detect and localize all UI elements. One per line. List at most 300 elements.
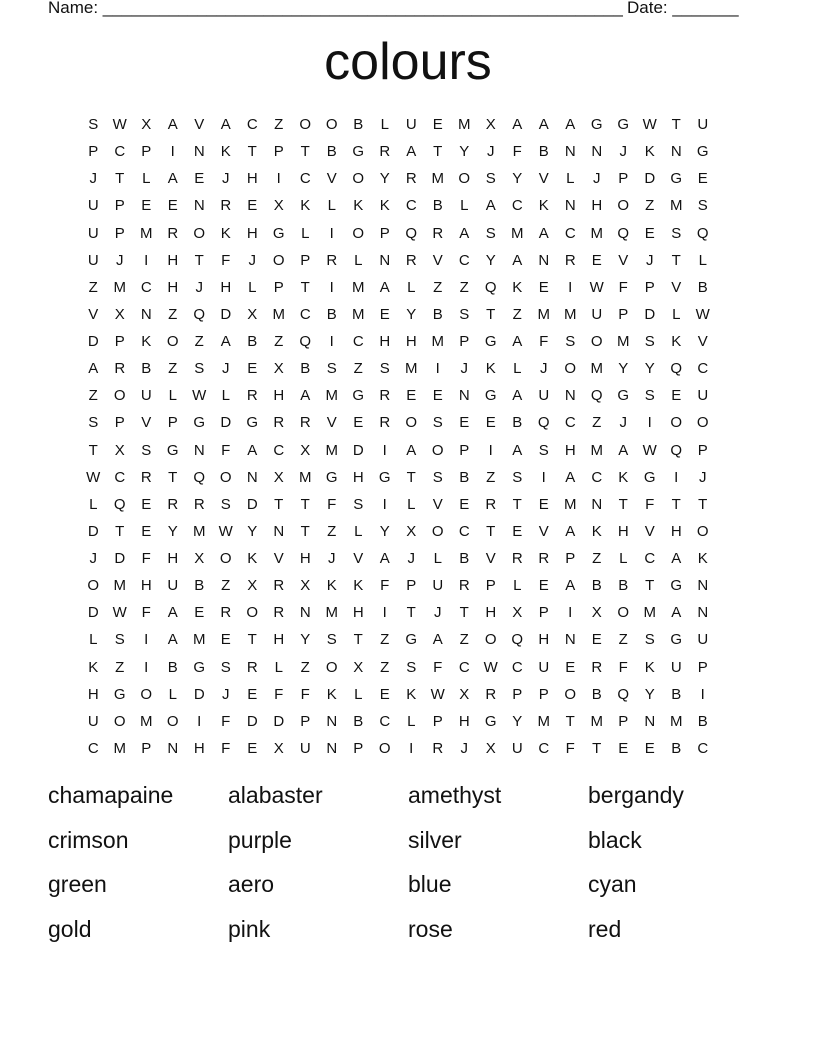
- grid-letter: R: [432, 224, 444, 242]
- grid-letter: M: [352, 305, 365, 323]
- grid-letter: R: [379, 414, 391, 432]
- grid-letter: E: [512, 522, 523, 540]
- grid-letter: H: [591, 197, 603, 215]
- grid-letter: O: [484, 631, 497, 649]
- grid-letter: I: [144, 658, 149, 676]
- grid-letter: F: [221, 739, 231, 757]
- grid-letter: K: [353, 577, 364, 595]
- grid-letter: X: [273, 468, 284, 486]
- grid-letter: A: [565, 577, 576, 595]
- grid-letter: Y: [644, 360, 655, 378]
- grid-letter: S: [88, 116, 99, 133]
- grid-letter: P: [459, 333, 470, 350]
- grid-letter: S: [353, 495, 364, 513]
- grid-letter: P: [300, 712, 311, 730]
- grid-letter: X: [300, 441, 311, 459]
- grid-letter: G: [670, 577, 683, 595]
- grid-letter: U: [140, 387, 152, 405]
- grid-letter: W: [642, 116, 657, 133]
- grid-letter: R: [485, 685, 497, 703]
- grid-letter: C: [273, 441, 285, 459]
- grid-letter: B: [697, 278, 708, 296]
- grid-letter: S: [512, 468, 523, 486]
- word-list-item: alabaster: [228, 782, 323, 808]
- grid-letter: B: [432, 197, 443, 215]
- grid-letter: O: [431, 441, 444, 459]
- grid-letter: I: [674, 468, 679, 486]
- grid-letter: Q: [617, 685, 630, 703]
- grid-letter: Y: [247, 522, 258, 540]
- grid-letter: S: [406, 658, 417, 676]
- grid-letter: X: [406, 522, 417, 540]
- grid-letter: O: [166, 712, 179, 730]
- grid-letter: M: [670, 712, 683, 730]
- grid-letter: E: [194, 604, 205, 622]
- grid-letter: G: [166, 441, 179, 459]
- grid-row: [80, 138, 716, 165]
- grid-letter: L: [89, 495, 98, 513]
- grid-letter: E: [644, 739, 655, 757]
- grid-letter: J: [699, 468, 707, 486]
- grid-letter: L: [672, 305, 681, 323]
- grid-row: [80, 355, 716, 382]
- grid-letter: S: [459, 305, 470, 323]
- grid-letter: G: [405, 631, 418, 649]
- grid-letter: N: [326, 712, 338, 730]
- grid-letter: O: [219, 550, 232, 567]
- grid-letter: G: [352, 387, 365, 405]
- grid-letter: K: [300, 197, 311, 215]
- grid-letter: G: [272, 224, 285, 242]
- grid-letter: T: [247, 631, 257, 649]
- grid-letter: H: [87, 685, 99, 703]
- grid-letter: O: [113, 712, 126, 730]
- grid-letter: K: [671, 333, 682, 350]
- grid-letter: H: [538, 631, 550, 649]
- grid-letter: S: [432, 468, 443, 486]
- grid-letter: B: [326, 305, 337, 323]
- grid-letter: S: [671, 224, 682, 242]
- grid-letter: Q: [617, 224, 630, 242]
- grid-letter: R: [167, 224, 179, 242]
- grid-letter: E: [247, 197, 258, 215]
- grid-letter: N: [591, 495, 603, 513]
- grid-letter: U: [87, 712, 99, 730]
- word-list-item: rose: [408, 915, 453, 942]
- grid-letter: B: [459, 468, 470, 486]
- grid-letter: F: [539, 333, 549, 350]
- grid-letter: J: [89, 550, 97, 567]
- grid-letter: N: [591, 143, 603, 161]
- grid-letter: I: [541, 468, 546, 486]
- grid-row: [80, 599, 716, 626]
- grid-letter: F: [565, 739, 575, 757]
- grid-letter: Y: [485, 251, 496, 269]
- grid-letter: P: [406, 577, 417, 595]
- grid-row: [80, 491, 716, 518]
- grid-letter: M: [299, 468, 312, 486]
- grid-letter: I: [276, 170, 281, 188]
- grid-letter: S: [644, 333, 655, 350]
- grid-letter: R: [432, 739, 444, 757]
- grid-letter: E: [618, 739, 629, 757]
- grid-letter: U: [432, 577, 444, 595]
- grid-letter: D: [220, 305, 232, 323]
- grid-letter: R: [538, 550, 550, 567]
- grid-letter: O: [590, 333, 603, 350]
- grid-letter: F: [221, 441, 231, 459]
- grid-letter: P: [114, 333, 125, 350]
- grid-letter: R: [485, 495, 497, 513]
- grid-letter: T: [300, 522, 310, 540]
- grid-row: [80, 382, 716, 409]
- grid-row: [80, 274, 716, 301]
- grid-letter: I: [409, 739, 414, 757]
- word-list-item: gold: [48, 915, 92, 942]
- grid-letter: H: [670, 522, 682, 540]
- grid-letter: Q: [193, 305, 206, 323]
- grid-letter: H: [167, 278, 179, 296]
- grid-letter: P: [273, 143, 284, 161]
- grid-letter: M: [113, 739, 126, 757]
- grid-letter: N: [167, 739, 179, 757]
- grid-letter: B: [697, 712, 708, 730]
- grid-letter: Q: [193, 468, 206, 486]
- grid-letter: S: [326, 360, 337, 378]
- grid-letter: Z: [327, 522, 337, 540]
- grid-letter: V: [432, 495, 443, 513]
- grid-letter: H: [352, 468, 364, 486]
- grid-letter: R: [220, 197, 232, 215]
- grid-letter: L: [168, 685, 177, 703]
- grid-letter: M: [643, 604, 656, 622]
- grid-letter: C: [511, 658, 523, 676]
- grid-letter: O: [352, 224, 365, 242]
- grid-letter: E: [379, 305, 390, 323]
- grid-letter: R: [246, 658, 258, 676]
- grid-letter: P: [459, 441, 470, 459]
- grid-letter: H: [246, 170, 258, 188]
- grid-letter: R: [246, 387, 258, 405]
- grid-letter: F: [221, 251, 231, 269]
- grid-letter: O: [140, 685, 153, 703]
- grid-letter: A: [167, 116, 178, 133]
- grid-letter: T: [433, 143, 443, 161]
- grid-letter: O: [431, 522, 444, 540]
- grid-letter: N: [140, 305, 152, 323]
- grid-letter: Z: [433, 278, 443, 296]
- grid-letter: R: [564, 251, 576, 269]
- grid-letter: J: [619, 414, 627, 432]
- grid-letter: A: [538, 116, 549, 133]
- grid-row: [80, 464, 716, 491]
- grid-letter: B: [618, 577, 629, 595]
- grid-letter: H: [485, 604, 497, 622]
- grid-letter: A: [538, 224, 549, 242]
- grid-letter: J: [593, 170, 601, 188]
- grid-letter: B: [591, 685, 602, 703]
- grid-letter: C: [299, 305, 311, 323]
- grid-letter: O: [325, 116, 338, 133]
- grid-letter: S: [432, 414, 443, 432]
- grid-letter: G: [617, 387, 630, 405]
- grid-letter: N: [326, 739, 338, 757]
- date-field-label: Date: _______: [627, 0, 739, 17]
- grid-letter: U: [405, 116, 417, 133]
- grid-letter: L: [619, 550, 628, 567]
- grid-letter: R: [458, 577, 470, 595]
- grid-letter: O: [272, 251, 285, 269]
- grid-letter: T: [406, 604, 416, 622]
- grid-letter: P: [114, 414, 125, 432]
- grid-letter: I: [382, 441, 387, 459]
- grid-letter: D: [644, 170, 656, 188]
- grid-letter: A: [512, 116, 523, 133]
- grid-letter: Q: [670, 441, 683, 459]
- grid-letter: Z: [88, 278, 98, 296]
- grid-letter: M: [564, 495, 577, 513]
- grid-letter: D: [220, 414, 232, 432]
- grid-letter: X: [194, 550, 205, 567]
- grid-letter: J: [222, 685, 230, 703]
- grid-letter: B: [300, 360, 311, 378]
- grid-letter: P: [697, 658, 708, 676]
- grid-letter: L: [89, 631, 98, 649]
- grid-letter: A: [618, 441, 629, 459]
- letter-grid: [80, 111, 716, 762]
- word-list-item: cyan: [588, 871, 637, 897]
- grid-letter: H: [273, 631, 285, 649]
- grid-letter: E: [697, 170, 708, 188]
- grid-letter: W: [112, 604, 127, 622]
- grid-letter: N: [697, 577, 709, 595]
- grid-letter: A: [565, 116, 576, 133]
- grid-letter: E: [247, 360, 258, 378]
- grid-letter: C: [87, 739, 99, 757]
- grid-letter: D: [87, 333, 99, 350]
- grid-letter: T: [300, 495, 310, 513]
- grid-letter: X: [459, 685, 470, 703]
- grid-letter: E: [141, 197, 152, 215]
- grid-letter: C: [564, 414, 576, 432]
- grid-letter: U: [511, 739, 523, 757]
- grid-letter: L: [460, 197, 469, 215]
- grid-letter: P: [565, 550, 576, 567]
- grid-letter: R: [220, 604, 232, 622]
- grid-letter: J: [248, 251, 256, 269]
- grid-letter: P: [485, 577, 496, 595]
- grid-letter: Z: [645, 197, 655, 215]
- grid-letter: B: [671, 685, 682, 703]
- grid-letter: J: [222, 170, 230, 188]
- grid-letter: F: [300, 685, 310, 703]
- grid-letter: V: [273, 550, 284, 567]
- word-list-item: green: [48, 871, 107, 897]
- grid-letter: N: [564, 387, 576, 405]
- grid-letter: S: [326, 631, 337, 649]
- grid-letter: O: [219, 468, 232, 486]
- grid-letter: G: [378, 468, 391, 486]
- grid-letter: H: [405, 333, 417, 350]
- grid-letter: T: [671, 495, 681, 513]
- grid-letter: R: [326, 251, 338, 269]
- grid-letter: O: [193, 224, 206, 242]
- grid-letter: Q: [537, 414, 550, 432]
- grid-letter: E: [538, 278, 549, 296]
- grid-letter: V: [644, 522, 655, 540]
- grid-letter: B: [432, 305, 443, 323]
- grid-letter: A: [406, 143, 417, 161]
- grid-letter: R: [273, 604, 285, 622]
- grid-letter: L: [354, 685, 363, 703]
- grid-letter: A: [459, 224, 470, 242]
- grid-letter: N: [564, 631, 576, 649]
- grid-letter: Z: [486, 468, 496, 486]
- grid-letter: G: [696, 143, 709, 161]
- grid-letter: P: [618, 305, 629, 323]
- grid-letter: E: [644, 224, 655, 242]
- grid-letter: V: [618, 251, 629, 269]
- grid-letter: E: [432, 116, 443, 133]
- grid-letter: C: [352, 333, 364, 350]
- word-list-item: bergandy: [588, 782, 684, 808]
- grid-letter: V: [88, 305, 99, 323]
- grid-letter: Z: [115, 658, 125, 676]
- grid-letter: P: [512, 685, 523, 703]
- grid-letter: C: [140, 278, 152, 296]
- grid-letter: H: [167, 251, 179, 269]
- grid-letter: M: [352, 278, 365, 296]
- grid-letter: I: [382, 604, 387, 622]
- puzzle-title: colours: [324, 33, 492, 91]
- grid-row: [80, 165, 716, 192]
- grid-letter: P: [167, 414, 178, 432]
- grid-letter: L: [274, 658, 283, 676]
- grid-letter: E: [459, 414, 470, 432]
- grid-letter: H: [352, 604, 364, 622]
- grid-letter: A: [167, 631, 178, 649]
- grid-letter: B: [459, 550, 470, 567]
- grid-letter: M: [193, 631, 206, 649]
- grid-letter: B: [247, 333, 258, 350]
- grid-letter: U: [87, 251, 99, 269]
- grid-letter: U: [167, 577, 179, 595]
- grid-letter: N: [564, 197, 576, 215]
- grid-letter: G: [670, 170, 683, 188]
- grid-letter: D: [246, 712, 258, 730]
- grid-letter: I: [329, 333, 334, 350]
- grid-letter: T: [194, 251, 204, 269]
- grid-letter: Q: [511, 631, 524, 649]
- grid-letter: V: [538, 522, 549, 540]
- grid-letter: D: [87, 522, 99, 540]
- grid-letter: I: [170, 143, 175, 161]
- word-list-item: silver: [408, 826, 462, 853]
- grid-row: [80, 735, 716, 762]
- grid-letter: J: [328, 550, 336, 567]
- grid-letter: X: [273, 197, 284, 215]
- grid-letter: A: [167, 604, 178, 622]
- word-list-item: black: [588, 826, 642, 853]
- grid-letter: S: [644, 631, 655, 649]
- grid-letter: Q: [670, 360, 683, 378]
- grid-letter: R: [273, 414, 285, 432]
- grid-letter: U: [299, 739, 311, 757]
- grid-letter: J: [195, 278, 203, 296]
- grid-letter: O: [458, 170, 471, 188]
- grid-letter: N: [193, 441, 205, 459]
- grid-letter: B: [671, 739, 682, 757]
- grid-letter: G: [193, 414, 206, 432]
- grid-letter: T: [671, 251, 681, 269]
- grid-letter: P: [618, 170, 629, 188]
- grid-letter: M: [590, 224, 603, 242]
- grid-letter: T: [300, 278, 310, 296]
- grid-letter: Z: [168, 360, 178, 378]
- grid-row: [80, 654, 716, 681]
- word-list-item: crimson: [48, 826, 129, 853]
- grid-letter: N: [273, 522, 285, 540]
- grid-letter: C: [405, 197, 417, 215]
- grid-letter: G: [246, 414, 259, 432]
- grid-letter: H: [379, 333, 391, 350]
- grid-letter: L: [407, 278, 416, 296]
- grid-letter: Q: [696, 224, 709, 242]
- grid-letter: K: [591, 522, 602, 540]
- grid-letter: P: [353, 739, 364, 757]
- grid-letter: V: [326, 414, 337, 432]
- grid-letter: H: [617, 522, 629, 540]
- grid-letter: X: [485, 739, 496, 757]
- grid-letter: E: [220, 631, 231, 649]
- grid-letter: U: [87, 197, 99, 215]
- grid-letter: I: [488, 441, 493, 459]
- grid-letter: B: [167, 658, 178, 676]
- grid-letter: A: [485, 197, 496, 215]
- grid-letter: Z: [194, 333, 204, 350]
- grid-letter: K: [512, 278, 523, 296]
- grid-letter: Z: [168, 305, 178, 323]
- grid-letter: K: [406, 685, 417, 703]
- grid-letter: C: [458, 658, 470, 676]
- grid-letter: O: [564, 685, 577, 703]
- grid-letter: Z: [380, 658, 390, 676]
- grid-letter: W: [86, 468, 101, 486]
- grid-letter: U: [538, 658, 550, 676]
- grid-letter: J: [222, 360, 230, 378]
- grid-letter: M: [325, 387, 338, 405]
- grid-letter: X: [141, 116, 152, 133]
- grid-letter: T: [512, 495, 522, 513]
- grid-letter: K: [353, 197, 364, 215]
- grid-letter: A: [379, 278, 390, 296]
- grid-letter: Y: [406, 305, 417, 323]
- grid-letter: K: [485, 360, 496, 378]
- grid-letter: L: [354, 522, 363, 540]
- grid-letter: O: [87, 577, 100, 595]
- grid-row: [80, 626, 716, 653]
- grid-letter: R: [167, 495, 179, 513]
- grid-letter: G: [643, 468, 656, 486]
- grid-letter: Y: [512, 170, 523, 188]
- grid-letter: X: [353, 658, 364, 676]
- grid-letter: M: [458, 116, 471, 133]
- grid-letter: N: [564, 143, 576, 161]
- grid-row: [80, 572, 716, 599]
- grid-letter: X: [114, 305, 125, 323]
- grid-letter: B: [141, 360, 152, 378]
- grid-letter: X: [247, 577, 258, 595]
